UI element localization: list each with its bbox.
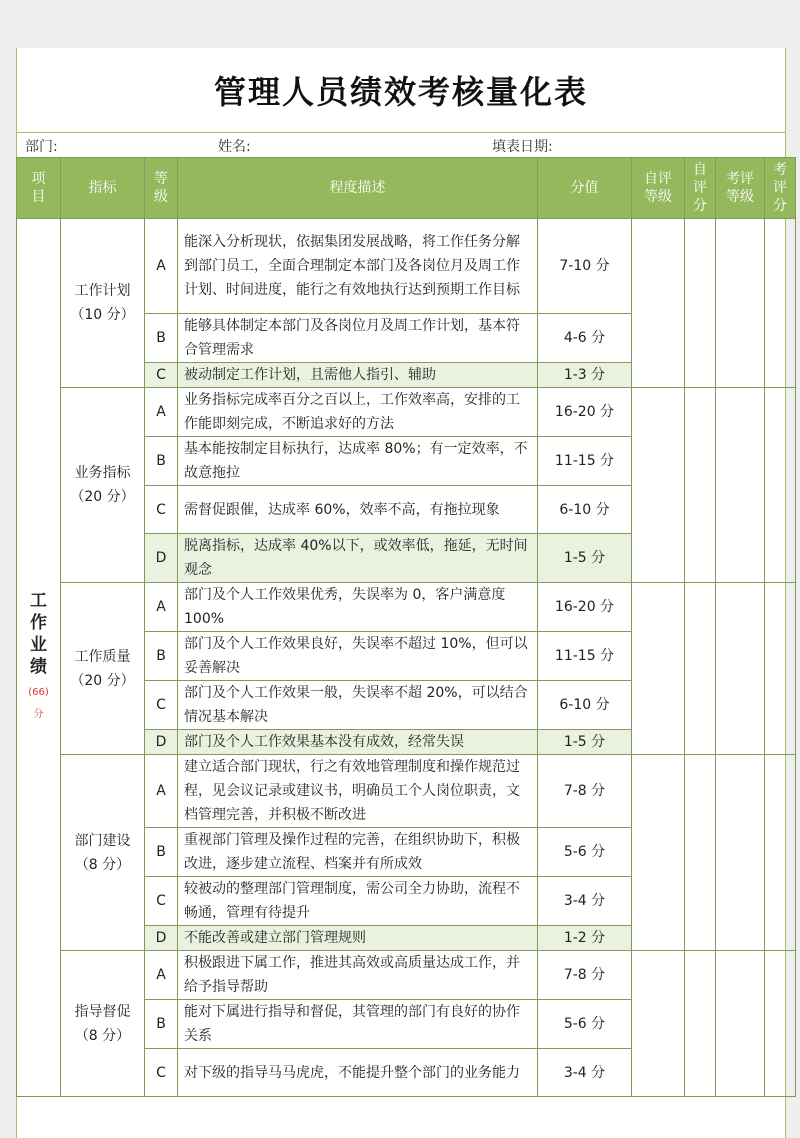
description-cell: 基本能按制定目标执行，达成率 80%；有一定效率，不故意拖拉 xyxy=(178,437,538,486)
self-grade-cell[interactable] xyxy=(632,219,685,388)
header-row xyxy=(17,158,796,219)
header-self-grade: 自评 等级 xyxy=(632,158,685,219)
self-score-cell[interactable] xyxy=(685,388,716,583)
grade-cell: C xyxy=(145,681,178,730)
grade-cell: B xyxy=(145,314,178,363)
grade-cell: D xyxy=(145,730,178,755)
eval-grade-cell[interactable] xyxy=(716,755,765,951)
description-cell: 部门及个人工作效果良好，失误率不超过 10%，但可以妥善解决 xyxy=(178,632,538,681)
metric-cell: 工作计划 （10 分） xyxy=(61,219,145,388)
table-row xyxy=(17,219,796,314)
score-cell: 11-15 分 xyxy=(538,437,632,486)
project-cell xyxy=(17,219,61,1097)
score-cell: 1-3 分 xyxy=(538,363,632,388)
description-cell: 部门及个人工作效果一般，失误率不超 20%，可以结合情况基本解决 xyxy=(178,681,538,730)
form-page xyxy=(16,48,786,1138)
table-row xyxy=(17,388,796,437)
grade-cell: C xyxy=(145,877,178,926)
self-grade-cell[interactable] xyxy=(632,388,685,583)
description-cell: 较被动的整理部门管理制度，需公司全力协助，流程不畅通，管理有待提升 xyxy=(178,877,538,926)
self-score-cell[interactable] xyxy=(685,951,716,1097)
grade-cell: C xyxy=(145,1049,178,1097)
dept-label: 部门: xyxy=(25,139,58,155)
self-grade-cell[interactable] xyxy=(632,951,685,1097)
score-cell: 6-10 分 xyxy=(538,681,632,730)
description-cell: 重视部门管理及操作过程的完善，在组织协助下，积极改进，逐步建立流程、档案并有所成效 xyxy=(178,828,538,877)
eval-grade-cell[interactable] xyxy=(716,219,765,388)
self-score-cell[interactable] xyxy=(685,219,716,388)
date-label: 填表日期: xyxy=(492,139,553,155)
grade-cell: C xyxy=(145,363,178,388)
project-note: (66) 分 xyxy=(28,686,49,720)
description-cell: 积极跟进下属工作，推进其高效或高质量达成工作，并给予指导帮助 xyxy=(178,951,538,1000)
eval-grade-cell[interactable] xyxy=(716,583,765,755)
grade-cell: D xyxy=(145,926,178,951)
info-row xyxy=(17,133,785,157)
score-cell: 3-4 分 xyxy=(538,1049,632,1097)
self-grade-cell[interactable] xyxy=(632,755,685,951)
form-title: 管理人员绩效考核量化表 xyxy=(17,48,785,133)
score-cell: 5-6 分 xyxy=(538,828,632,877)
metric-cell: 部门建设 （8 分） xyxy=(61,755,145,951)
grade-cell: D xyxy=(145,534,178,583)
metric-cell: 业务指标 （20 分） xyxy=(61,388,145,583)
grade-cell: A xyxy=(145,388,178,437)
grade-cell: A xyxy=(145,951,178,1000)
grade-cell: C xyxy=(145,486,178,534)
description-cell: 对下级的指导马马虎虎，不能提升整个部门的业务能力 xyxy=(178,1049,538,1097)
self-grade-cell[interactable] xyxy=(632,583,685,755)
evaluation-table xyxy=(16,157,796,1097)
score-cell: 11-15 分 xyxy=(538,632,632,681)
grade-cell: A xyxy=(145,755,178,828)
description-cell: 脱离指标，达成率 40%以下，或效率低，拖延，无时间观念 xyxy=(178,534,538,583)
score-cell: 6-10 分 xyxy=(538,486,632,534)
table-row xyxy=(17,951,796,1000)
header-project: 项 目 xyxy=(17,158,61,219)
score-cell: 1-5 分 xyxy=(538,534,632,583)
table-row xyxy=(17,755,796,828)
score-cell: 5-6 分 xyxy=(538,1000,632,1049)
description-cell: 部门及个人工作效果基本没有成效，经常失误 xyxy=(178,730,538,755)
metric-cell: 工作质量 （20 分） xyxy=(61,583,145,755)
score-cell: 1-5 分 xyxy=(538,730,632,755)
eval-score-cell[interactable] xyxy=(765,388,796,583)
project-name: 工 作 业 绩 xyxy=(30,590,47,677)
table-row xyxy=(17,583,796,632)
grade-cell: B xyxy=(145,632,178,681)
header-grade: 等 级 xyxy=(145,158,178,219)
grade-cell: B xyxy=(145,1000,178,1049)
header-desc: 程度描述 xyxy=(178,158,538,219)
score-cell: 7-8 分 xyxy=(538,951,632,1000)
grade-cell: B xyxy=(145,828,178,877)
self-score-cell[interactable] xyxy=(685,755,716,951)
description-cell: 不能改善或建立部门管理规则 xyxy=(178,926,538,951)
header-self-score: 自 评 分 xyxy=(685,158,716,219)
eval-grade-cell[interactable] xyxy=(716,388,765,583)
metric-cell: 指导督促 （8 分） xyxy=(61,951,145,1097)
eval-score-cell[interactable] xyxy=(765,219,796,388)
eval-score-cell[interactable] xyxy=(765,755,796,951)
description-cell: 部门及个人工作效果优秀，失误率为 0，客户满意度 100% xyxy=(178,583,538,632)
score-cell: 7-10 分 xyxy=(538,219,632,314)
score-cell: 16-20 分 xyxy=(538,388,632,437)
description-cell: 建立适合部门现状，行之有效地管理制度和操作规范过程，见会议记录或建议书，明确员工个人岗位职责，文档管理完善，并积极不断改进 xyxy=(178,755,538,828)
eval-grade-cell[interactable] xyxy=(716,951,765,1097)
description-cell: 能对下属进行指导和督促，其管理的部门有良好的协作关系 xyxy=(178,1000,538,1049)
description-cell: 被动制定工作计划，且需他人指引、辅助 xyxy=(178,363,538,388)
description-cell: 能够具体制定本部门及各岗位月及周工作计划，基本符合管理需求 xyxy=(178,314,538,363)
score-cell: 3-4 分 xyxy=(538,877,632,926)
description-cell: 能深入分析现状，依据集团发展战略，将工作任务分解到部门员工，全面合理制定本部门及各岗位月及周工作计划、时间进度，能行之有效地执行达到预期工作目标 xyxy=(178,219,538,314)
eval-score-cell[interactable] xyxy=(765,583,796,755)
grade-cell: A xyxy=(145,219,178,314)
score-cell: 4-6 分 xyxy=(538,314,632,363)
header-eval-score: 考 评 分 xyxy=(765,158,796,219)
self-score-cell[interactable] xyxy=(685,583,716,755)
score-cell: 7-8 分 xyxy=(538,755,632,828)
score-cell: 16-20 分 xyxy=(538,583,632,632)
grade-cell: A xyxy=(145,583,178,632)
header-eval-grade: 考评 等级 xyxy=(716,158,765,219)
grade-cell: B xyxy=(145,437,178,486)
score-cell: 1-2 分 xyxy=(538,926,632,951)
header-metric: 指标 xyxy=(61,158,145,219)
eval-score-cell[interactable] xyxy=(765,951,796,1097)
header-score: 分值 xyxy=(538,158,632,219)
name-label: 姓名: xyxy=(218,139,251,155)
description-cell: 业务指标完成率百分之百以上，工作效率高，安排的工作能即刻完成，不断追求好的方法 xyxy=(178,388,538,437)
description-cell: 需督促跟催，达成率 60%，效率不高，有拖拉现象 xyxy=(178,486,538,534)
